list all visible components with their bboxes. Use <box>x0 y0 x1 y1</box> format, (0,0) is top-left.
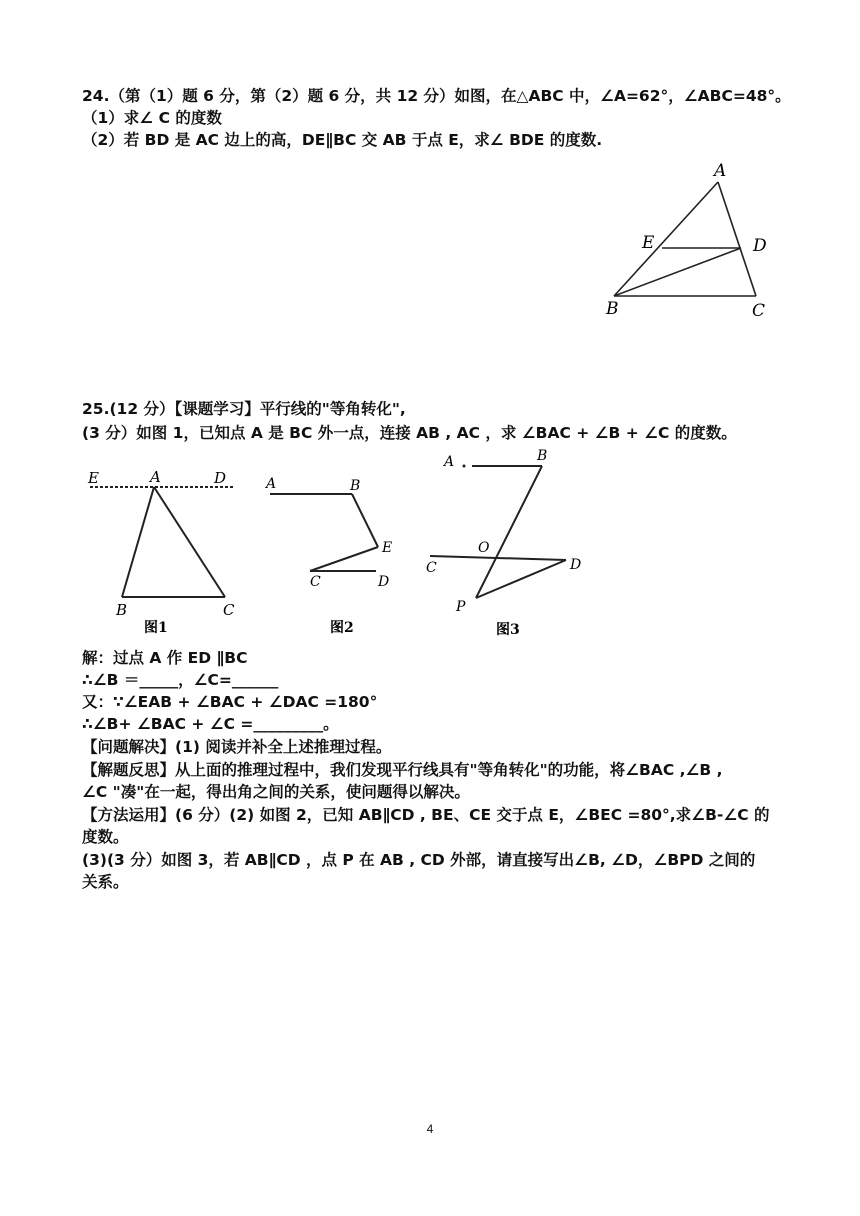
q25-line1: 25.(12 分）【课题学习】平行线的"等角转化", <box>82 400 406 418</box>
fig3-label-o: O <box>478 540 490 556</box>
fig2-label-a: A <box>266 476 277 492</box>
q24-triangle-figure <box>598 160 788 322</box>
q24-label-c: C <box>752 301 766 321</box>
figure-3 <box>420 448 590 640</box>
fig2-label-e: E <box>382 540 393 556</box>
fig1-label-a: A <box>150 468 161 486</box>
q24-line2: （1）求∠ C 的度数 <box>82 109 222 127</box>
fig2-label-b: B <box>350 478 361 494</box>
fig3-label-d: D <box>570 557 582 573</box>
q24-label-d: D <box>753 236 767 256</box>
fig1-label-d: D <box>214 469 227 487</box>
q24-label-e: E <box>642 233 655 253</box>
figure-2 <box>258 470 408 640</box>
q25-reflection-line1: 【解题反思】从上面的推理过程中，我们发现平行线具有"等角转化"的功能，将∠BAC ,∠B , <box>82 761 723 779</box>
q25-part3-line1: (3)(3 分）如图 3，若 AB∥CD ，点 P 在 AB , CD 外部，请直接写出∠B, ∠D，∠BPD 之间的 <box>82 851 756 869</box>
q25-reflection-line2: ∠C "凑"在一起，得出角之间的关系，使问题得以解决。 <box>82 783 470 801</box>
fig3-label-p: P <box>456 599 466 615</box>
fig1-label-c: C <box>223 601 235 619</box>
q25-method-line1: 【方法运用】(6 分）(2) 如图 2，已知 AB∥CD , BE、CE 交于点 E，∠BEC =80°,求∠B-∠C 的 <box>82 806 770 824</box>
fig2-label-d: D <box>378 574 390 590</box>
q24-label-a: A <box>714 161 727 181</box>
fig1-label-e: E <box>88 469 99 487</box>
q25-solution-line1: 解：过点 A 作 ED ∥BC <box>82 649 248 667</box>
q24-line1: 24.（第（1）题 6 分，第（2）题 6 分，共 12 分）如图，在△ABC 中，∠A=62°，∠ABC=48°。 <box>82 87 791 105</box>
q25-solution-line3: 又：∵∠EAB + ∠BAC + ∠DAC =180° <box>82 693 378 711</box>
q25-solution-line2: ∴∠B ＝_____，∠C=______ <box>82 671 279 689</box>
q24-label-b: B <box>606 299 619 319</box>
q24-line3: （2）若 BD 是 AC 边上的高，DE∥BC 交 AB 于点 E，求∠ BDE 的度数. <box>82 131 603 149</box>
fig3-label-a: A <box>444 454 455 470</box>
fig3-label-c: C <box>426 560 437 576</box>
fig1-label-b: B <box>116 601 128 619</box>
page-number: 4 <box>426 1122 434 1136</box>
q25-solution-line4: ∴∠B+ ∠BAC + ∠C =_________。 <box>82 715 339 733</box>
q25-line2: (3 分）如图 1，已知点 A 是 BC 外一点，连接 AB , AC ，求 ∠BAC + ∠B + ∠C 的度数。 <box>82 424 737 442</box>
fig3-label-b: B <box>537 448 548 464</box>
q25-part3-line2: 关系。 <box>82 873 129 891</box>
fig1-caption: 图1 <box>144 620 168 636</box>
figure-1 <box>82 460 252 640</box>
fig2-label-c: C <box>310 574 321 590</box>
q25-problem-solving: 【问题解决】(1) 阅读并补全上述推理过程。 <box>82 738 392 756</box>
q25-method-line2: 度数。 <box>82 828 129 846</box>
fig3-caption: 图3 <box>496 622 520 638</box>
fig2-caption: 图2 <box>330 620 354 636</box>
